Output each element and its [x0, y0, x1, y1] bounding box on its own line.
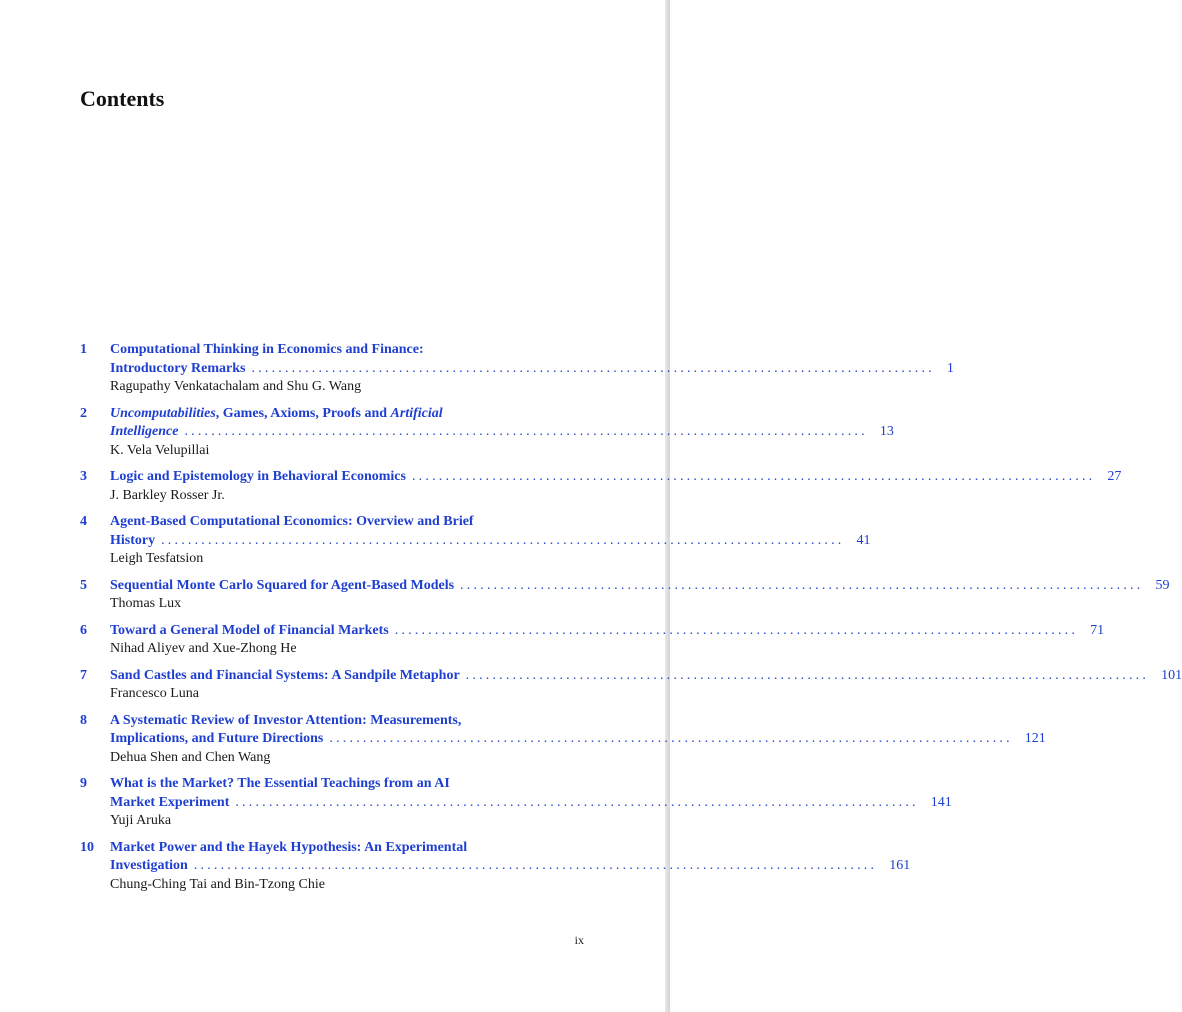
chapter-title-line[interactable]: A Systematic Review of Investor Attention: Measurements, [110, 712, 462, 728]
dot-leader: ...................................................................................................... [329, 731, 1013, 746]
toc-entry-3 [80, 468, 1122, 505]
dot-leader: ...................................................................................................... [184, 424, 868, 439]
chapter-title-link[interactable] [110, 360, 954, 379]
chapter-title-line: Sequential Monte Carlo Squared for Agent-Based Models [110, 577, 455, 593]
chapter-title-line: Intelligence [110, 424, 179, 439]
chapter-title-line[interactable]: Agent-Based Computational Economics: Overview and Brief [110, 514, 474, 529]
chapter-title-line[interactable]: What is the Market? The Essential Teachings from an AI [110, 776, 450, 791]
chapter-number: 6 [80, 622, 87, 638]
dot-leader: ...................................................................................................... [394, 622, 1079, 638]
page-number: 41 [856, 532, 871, 548]
chapter-title-line: Implications, and Future Directions [110, 731, 324, 746]
toc-entry-2 [80, 405, 894, 461]
toc-entry-5 [80, 577, 1170, 614]
chapter-authors: J. Barkley Rosser Jr. [110, 487, 225, 503]
chapter-title-line: History [110, 532, 156, 548]
chapter-authors: Nihad Aliyev and Xue-Zhong He [110, 641, 297, 656]
chapter-authors: Chung-Ching Tai and Bin-Tzong Chie [110, 876, 325, 892]
chapter-number: 7 [80, 667, 87, 683]
dot-leader: ...................................................................................................... [465, 667, 1150, 683]
chapter-title-line: Logic and Epistemology in Behavioral Economics [110, 469, 406, 484]
page-number: 71 [1090, 622, 1105, 638]
chapter-authors: Leigh Tesfatsion [110, 551, 204, 566]
chapter-title-line: Investigation [110, 858, 188, 873]
chapter-number: 4 [80, 514, 87, 529]
title-italic-part: Uncomputabilities [110, 405, 216, 421]
chapter-authors: Francesco Luna [110, 686, 200, 701]
chapter-title-line[interactable]: Market Power and the Hayek Hypothesis: An Experimental [110, 839, 468, 855]
chapter-authors: Yuji Aruka [110, 813, 172, 828]
toc-entry-9 [80, 775, 952, 831]
chapter-number: 9 [80, 776, 87, 791]
page-number: 27 [1107, 469, 1122, 484]
chapter-title-link[interactable] [110, 468, 1122, 487]
chapter-title-link[interactable] [110, 794, 952, 813]
chapter-number: 1 [80, 342, 87, 357]
chapter-title-line: Introductory Remarks [110, 360, 246, 376]
page-title: Contents [80, 86, 165, 111]
toc-entry-7 [80, 667, 1182, 704]
chapter-title-link[interactable] [110, 577, 1170, 596]
folio-page-number: ix [574, 933, 584, 947]
dot-leader: ...................................................................................................... [161, 532, 845, 548]
table-of-contents [80, 341, 1182, 902]
page-number: 141 [930, 794, 952, 810]
page-number: 59 [1155, 577, 1170, 593]
chapter-title-line: Sand Castles and Financial Systems: A Sandpile Metaphor [110, 667, 460, 683]
title-italic-part: Artificial [390, 405, 443, 421]
chapter-title-link[interactable] [110, 857, 911, 876]
dot-leader: ...................................................................................................... [193, 858, 878, 873]
title-regular-part: , Games, Axioms, Proofs and [215, 405, 391, 421]
page-number: 13 [879, 424, 894, 439]
chapter-title-line: Toward a General Model of Financial Markets [110, 622, 389, 638]
chapter-title-line: Market Experiment [110, 794, 230, 810]
chapter-title-link[interactable] [110, 423, 894, 442]
chapter-number: 8 [80, 712, 87, 728]
dot-leader: ...................................................................................................... [460, 577, 1144, 593]
chapter-number: 10 [80, 839, 94, 855]
chapter-number: 3 [80, 469, 87, 484]
chapter-number: 2 [80, 405, 87, 421]
toc-entry-1 [80, 341, 954, 397]
chapter-title-line[interactable]: Computational Thinking in Economics and Finance: [110, 342, 424, 357]
chapter-title-link[interactable] [110, 622, 1105, 641]
page-number: 101 [1161, 667, 1182, 683]
toc-entry-10 [80, 839, 911, 895]
chapter-title-link[interactable] [110, 532, 871, 551]
toc-entry-6 [80, 622, 1105, 659]
page-number: 121 [1024, 731, 1046, 746]
dot-leader: ...................................................................................................... [235, 794, 919, 810]
chapter-title-link[interactable] [110, 730, 1046, 749]
page-number: 161 [889, 858, 911, 873]
chapter-title-line[interactable] [110, 405, 520, 424]
chapter-authors: K. Vela Velupillai [110, 442, 210, 458]
page-number: 1 [946, 360, 954, 376]
dot-leader: ...................................................................................................... [251, 360, 935, 376]
toc-entry-8 [80, 712, 1046, 768]
chapter-authors: Thomas Lux [110, 596, 182, 611]
dot-leader: ...................................................................................................... [411, 469, 1096, 484]
chapter-title-link[interactable] [110, 667, 1182, 686]
chapter-authors: Ragupathy Venkatachalam and Shu G. Wang [110, 379, 362, 394]
toc-entry-4 [80, 513, 871, 569]
chapter-number: 5 [80, 577, 87, 593]
chapter-authors: Dehua Shen and Chen Wang [110, 749, 271, 765]
